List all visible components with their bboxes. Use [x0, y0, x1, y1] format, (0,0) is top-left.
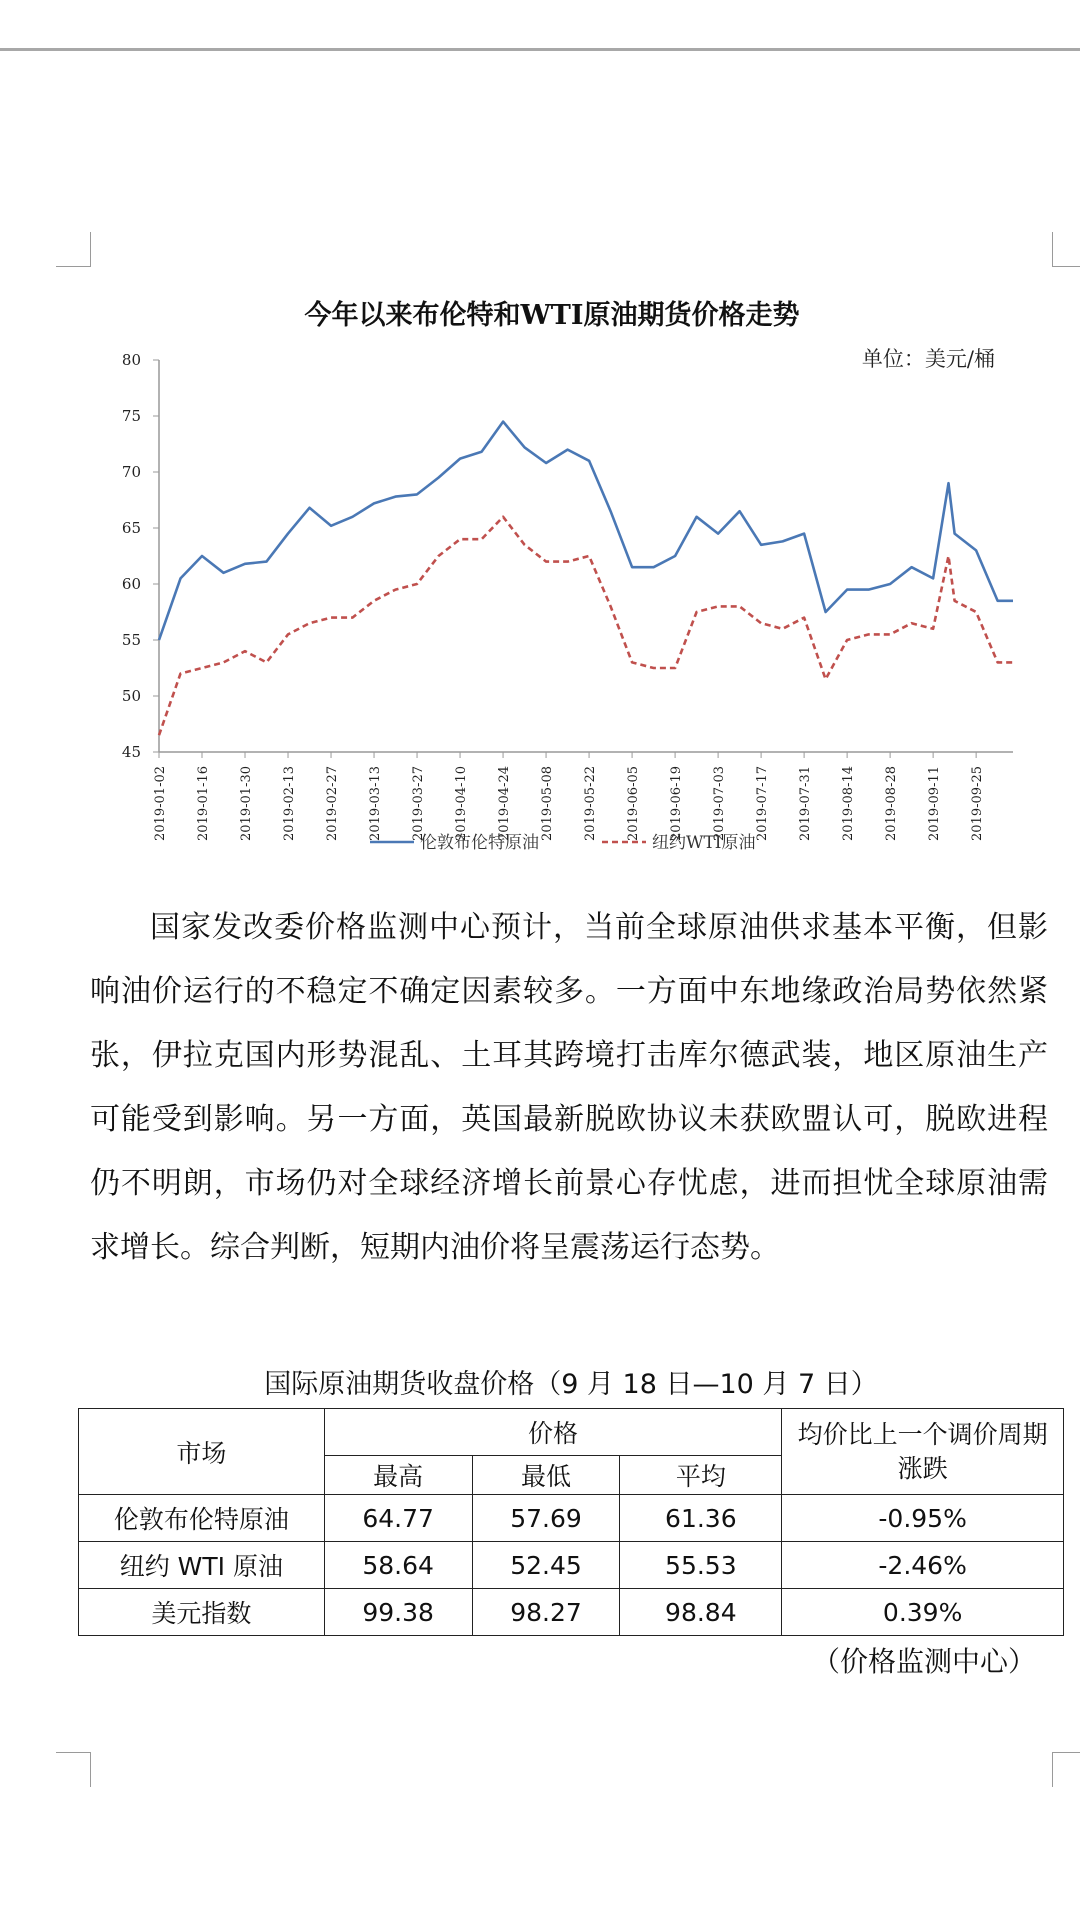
brent-series-line: [159, 422, 1013, 640]
source-attribution: （价格监测中心）: [811, 1645, 1036, 1678]
x-tick-label: 2019-06-05: [626, 766, 642, 841]
cell-change: 0.39%: [782, 1589, 1064, 1636]
x-tick-label: 2019-07-03: [712, 766, 728, 841]
x-tick-label: 2019-05-08: [540, 766, 556, 841]
cell-market: 纽约 WTI 原油: [79, 1542, 325, 1589]
x-tick-label: 2019-01-30: [239, 766, 255, 841]
y-tick-label: 80: [121, 351, 141, 369]
y-tick-label: 45: [121, 743, 141, 761]
table-caption: 国际原油期货收盘价格（9 月 18 日—10 月 7 日）: [264, 1369, 878, 1400]
y-tick-label: 70: [121, 463, 141, 481]
header-low: 最低: [472, 1456, 620, 1495]
cell-high: 64.77: [324, 1495, 472, 1542]
price-table: [78, 1408, 1064, 1636]
x-tick-label: 2019-08-14: [841, 766, 857, 841]
crop-mark-top-left: [56, 232, 91, 267]
y-tick-label: 55: [121, 631, 141, 649]
header-avg: 平均: [620, 1456, 782, 1495]
x-tick-label: 2019-01-16: [196, 766, 212, 841]
legend-wti-label: 纽约WTI原油: [652, 833, 756, 853]
table-row: [79, 1542, 1064, 1589]
cell-change: -2.46%: [782, 1542, 1064, 1589]
cell-market: 伦敦布伦特原油: [79, 1495, 325, 1542]
x-tick-label: 2019-02-27: [325, 766, 341, 841]
x-tick-label: 2019-03-27: [411, 766, 427, 841]
x-tick-label: 2019-05-22: [583, 766, 599, 841]
y-tick-label: 75: [121, 407, 141, 425]
x-tick-label: 2019-09-11: [927, 766, 943, 841]
table-row: [79, 1495, 1064, 1542]
chart-unit-label: 单位：美元/桶: [861, 347, 995, 371]
cell-high: 58.64: [324, 1542, 472, 1589]
x-tick-label: 2019-04-10: [454, 766, 470, 841]
cell-market: 美元指数: [79, 1589, 325, 1636]
x-tick-label: 2019-06-19: [669, 766, 685, 841]
cell-low: 98.27: [472, 1589, 620, 1636]
cell-low: 52.45: [472, 1542, 620, 1589]
wti-series-line: [159, 517, 1013, 735]
cell-change: -0.95%: [782, 1495, 1064, 1542]
header-change: 均价比上一个调价周期涨跌: [782, 1409, 1064, 1495]
cell-high: 99.38: [324, 1589, 472, 1636]
cell-low: 57.69: [472, 1495, 620, 1542]
header-market: 市场: [79, 1409, 325, 1495]
x-tick-label: 2019-07-17: [755, 766, 771, 841]
y-tick-label: 60: [121, 575, 141, 593]
x-tick-label: 2019-08-28: [884, 766, 900, 841]
cell-avg: 55.53: [620, 1542, 782, 1589]
table-row: [79, 1589, 1064, 1636]
x-tick-label: 2019-09-25: [970, 766, 986, 841]
y-tick-label: 50: [121, 687, 141, 705]
header-high: 最高: [324, 1456, 472, 1495]
x-tick-label: 2019-01-02: [153, 766, 168, 841]
cell-avg: 98.84: [620, 1589, 782, 1636]
header-price: 价格: [324, 1409, 782, 1456]
cell-avg: 61.36: [620, 1495, 782, 1542]
top-divider: [0, 48, 1080, 51]
x-tick-label: 2019-02-13: [282, 766, 298, 841]
x-tick-label: 2019-04-24: [497, 766, 513, 841]
y-tick-label: 65: [121, 519, 141, 537]
crop-mark-bottom-left: [56, 1752, 91, 1787]
chart-title: 今年以来布伦特和WTI原油期货价格走势: [304, 300, 800, 331]
crop-mark-bottom-right: [1052, 1752, 1080, 1787]
oil-price-chart: [95, 282, 1040, 862]
x-tick-label: 2019-07-31: [798, 766, 814, 841]
legend-brent-label: 伦敦布伦特原油: [420, 833, 539, 853]
x-tick-label: 2019-03-13: [368, 766, 384, 841]
crop-mark-top-right: [1052, 232, 1080, 267]
body-paragraph: 国家发改委价格监测中心预计，当前全球原油供求基本平衡，但影响油价运行的不稳定不确定因素较多。一方面中东地缘政治局势依然紧张，伊拉克国内形势混乱、土耳其跨境打击库尔德武装，地区原油生产可能受到影响。另一方面，英国最新脱欧协议未获欧盟认可，脱欧进程仍不明朗，市场仍对全球经济增长前景心存忧虑，进而担忧全球原油需求增长。综合判断，短期内油价将呈震荡运行态势。: [90, 910, 1048, 1265]
